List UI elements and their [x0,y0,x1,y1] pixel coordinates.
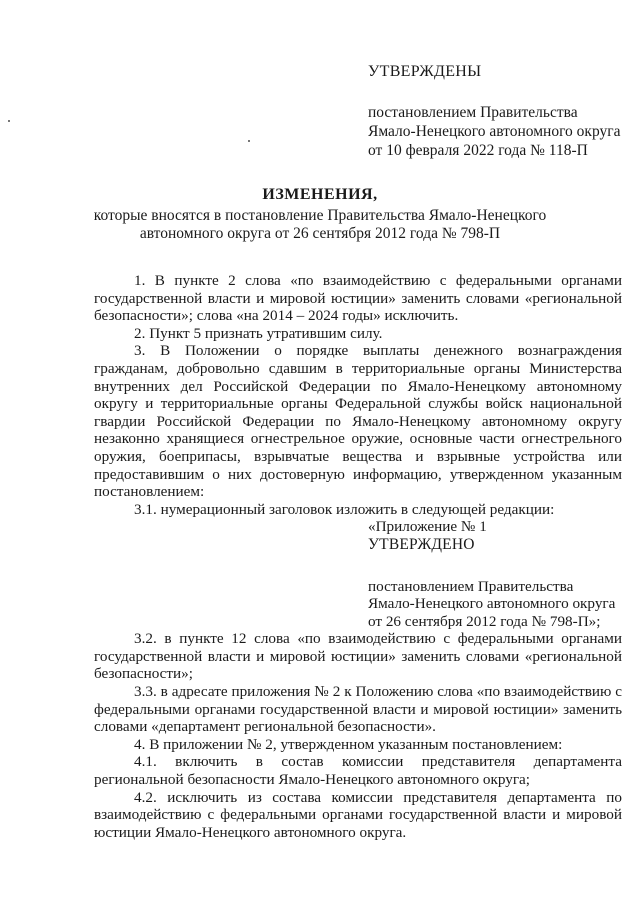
approval-line: от 10 февраля 2022 года № 118-П [368,142,588,159]
paragraph-3: 3. В Положении о порядке выплаты денежного вознаграждения гражданам, добровольно сдавшим в территориальные органы Министерства внутренних дел Российской Федерации по Ямало-Ненецкому автономному округу и территориальные органы Федеральной службы войск национальной гвардии Российской Федерации по Ямало-Ненецкому автономному округу незаконно хранящиеся огнестрельное оружие, основные части огнестрельного оружия, боеприпасы, взрывчатые вещества и взрывные устройства или предоставившим о них достоверную информацию, утвержденном указанным постановлением: [94,342,622,501]
nested-line: постановлением Правительства [368,577,574,595]
title-subtitle-line: автономного округа от 26 сентября 2012 года № 798-П [139,225,501,242]
paragraph-3-1: 3.1. нумерационный заголовок изложить в следующей редакции: [134,500,555,518]
paragraph-2: 2. Пункт 5 признать утратившим силу. [134,324,383,342]
paragraph-3-2: 3.2. в пункте 12 слова «по взаимодействию с федеральными органами государственной власти и мировой юстиции» заменить словами «региональной безопасности»; [94,630,622,683]
nested-line: от 26 сентября 2012 года № 798-П»; [368,612,601,630]
title-subtitle-line: которые вносятся в постановление Правительства Ямало-Ненецкого [93,207,547,224]
scan-artifact [8,120,10,122]
nested-line: Ямало-Ненецкого автономного округа [368,595,616,613]
approval-line: Ямало-Ненецкого автономного округа [368,123,621,140]
approval-heading: УТВЕРЖДЕНЫ [368,63,482,80]
document-title [0,186,640,243]
approval-line: постановлением Правительства [368,104,578,121]
nested-line: «Приложение № 1 [368,518,487,536]
paragraph-1: 1. В пункте 2 слова «по взаимодействию с федеральными органами государственной власти и мировой юстиции» заменить словами «региональной безопасности»; слова «на 2014 – 2024 годы» исключить. [94,272,622,325]
scan-artifact [248,140,250,142]
document-body [94,272,622,841]
paragraph-3-3: 3.3. в адресате приложения № 2 к Положению слова «по взаимодействию с федеральными органами государственной власти и мировой юстиции» заменить словами «департамент региональной безопасности». [94,683,622,736]
paragraph-4-1: 4.1. включить в состав комиссии представителя департамента региональной безопасности Ямало-Ненецкого автономного округа; [94,753,622,789]
nested-appendix-header [368,518,622,630]
paragraph-4: 4. В приложении № 2, утвержденном указанным постановлением: [134,735,563,753]
title-heading: ИЗМЕНЕНИЯ, [262,186,378,203]
paragraph-4-2: 4.2. исключить из состава комиссии представителя департамента по взаимодействию с федеральными органами государственной власти и мировой юстиции Ямало-Ненецкого автономного округа. [94,788,622,841]
nested-line: УТВЕРЖДЕНО [368,535,475,553]
approval-stamp [368,62,620,160]
